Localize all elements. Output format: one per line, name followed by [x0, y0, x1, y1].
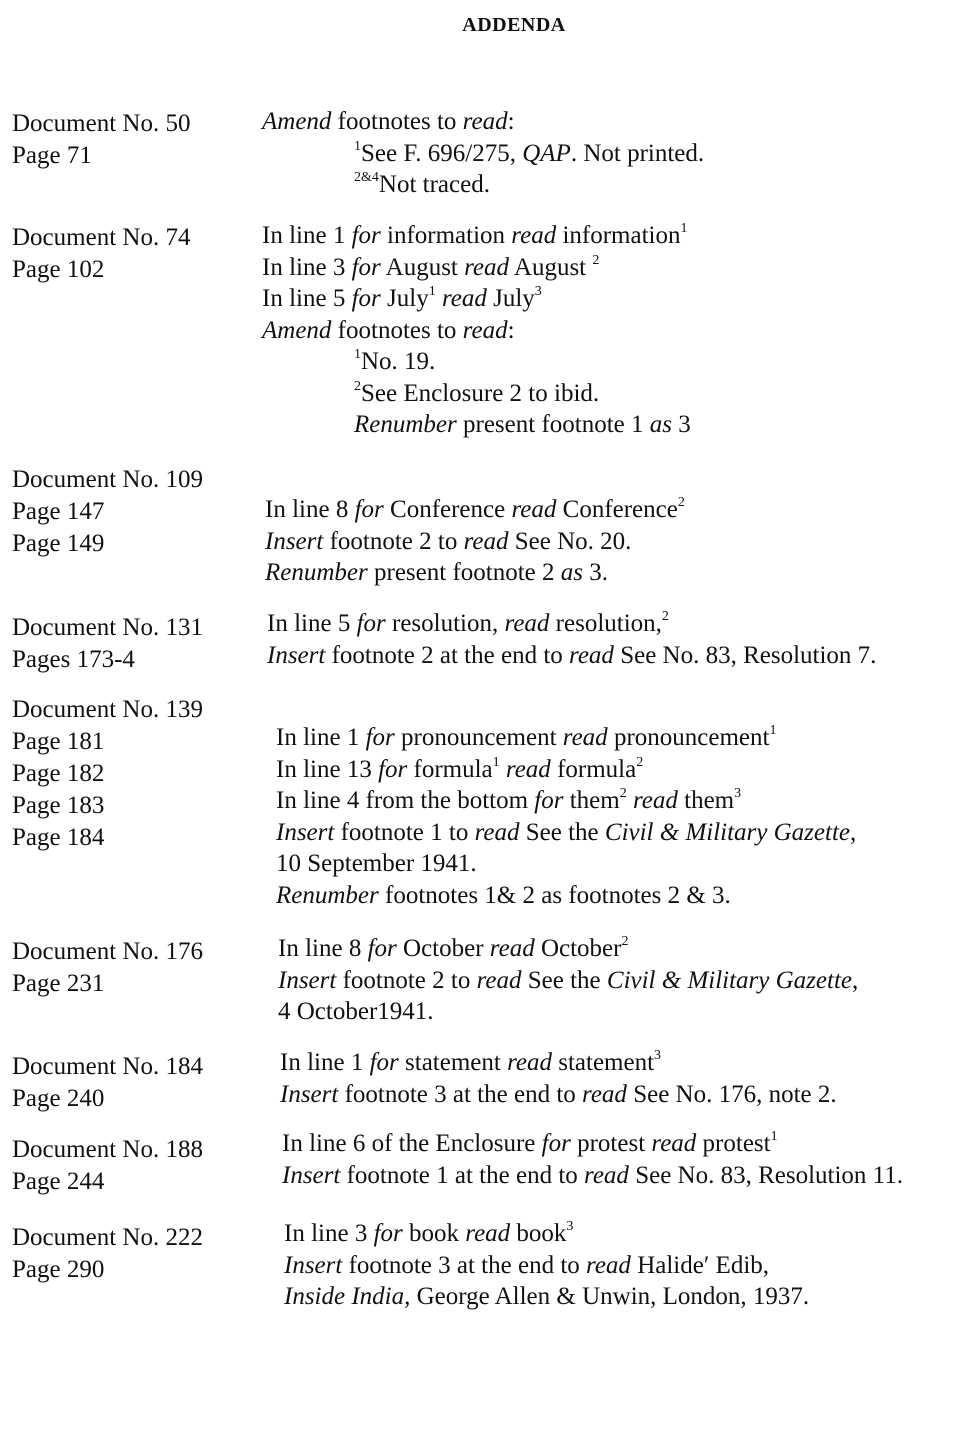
text-run: footnotes 1& 2 as footnotes 2 & 3.	[378, 881, 731, 909]
document-number: Document No. 176	[12, 938, 203, 965]
page-number: Page 182	[12, 760, 105, 787]
page-number: Page 231	[12, 970, 105, 997]
page-number: Page 181	[12, 728, 105, 755]
italic-text: for	[534, 787, 564, 814]
text-run: In line 13	[276, 755, 379, 783]
correction-line	[276, 848, 968, 880]
italic-text: Renumber	[276, 881, 379, 909]
italic-text: read	[465, 1220, 511, 1247]
correction-line	[265, 557, 965, 589]
document-reference	[12, 694, 262, 854]
text-run: In line 1	[280, 1049, 370, 1076]
italic-text: read	[511, 222, 557, 249]
page-number: Page 147	[12, 498, 105, 525]
correction-line	[267, 608, 967, 640]
text-run: In line 6 of the Enclosure	[282, 1130, 542, 1157]
footnote-marker: 3	[734, 786, 742, 801]
correction-line	[265, 526, 965, 558]
correction-line	[262, 283, 962, 315]
text-run: In line 1	[262, 222, 352, 249]
correction-line	[276, 785, 968, 817]
italic-text: Insert	[278, 966, 337, 994]
italic-text: for	[351, 253, 381, 281]
italic-text: for	[373, 1220, 403, 1247]
footnote-marker: 3	[534, 284, 542, 299]
correction-line	[278, 965, 968, 997]
italic-text: read	[504, 610, 550, 637]
correction-line	[265, 494, 965, 526]
text-run: George Allen & Unwin, London, 1937.	[410, 1283, 810, 1310]
footnote-line	[262, 378, 962, 410]
text-run: August	[509, 253, 593, 281]
italic-text: as	[560, 559, 583, 586]
document-number: Document No. 109	[12, 466, 203, 493]
correction-block	[262, 106, 962, 201]
text-run: August	[380, 253, 465, 281]
text-run: Not traced.	[378, 171, 490, 198]
italic-text: read	[569, 641, 614, 669]
text-run: footnote 2 at the end to	[325, 641, 570, 669]
italic-text: read	[464, 253, 510, 281]
italic-text: Renumber	[354, 411, 457, 438]
italic-text: read	[441, 285, 487, 312]
italic-text: read	[511, 496, 557, 523]
text-run: them	[563, 787, 620, 814]
footnote-marker: 2	[592, 252, 600, 268]
italic-text: Inside India,	[284, 1283, 411, 1310]
text-run: pronouncement	[394, 724, 563, 751]
italic-text: Insert	[276, 818, 335, 846]
italic-text: Renumber	[265, 559, 368, 586]
text-run: October	[396, 935, 490, 962]
text-run: ,	[850, 818, 857, 846]
text-run: In line 3	[284, 1220, 374, 1247]
correction-line	[278, 996, 968, 1028]
text-run: No. 19.	[361, 348, 436, 375]
italic-text: read	[462, 316, 508, 344]
document-reference	[12, 464, 262, 560]
correction-block	[282, 1128, 968, 1191]
correction-line	[276, 722, 968, 754]
footnote-marker: 2	[636, 754, 644, 770]
correction-line	[262, 252, 962, 284]
text-run: Halide′ Edib,	[630, 1251, 770, 1279]
text-run: present footnote 1	[456, 411, 650, 438]
text-run: footnotes to	[331, 108, 463, 135]
text-run: See No. 20.	[508, 527, 632, 555]
correction-line	[267, 640, 967, 672]
text-run: In line 8	[278, 935, 368, 962]
document-number: Document No. 184	[12, 1053, 203, 1080]
text-run: formula	[407, 755, 493, 783]
correction-line	[280, 1079, 968, 1111]
correction-line	[282, 1160, 968, 1192]
text-run: In line 3	[262, 253, 352, 281]
italic-text: read	[632, 787, 678, 814]
footnote-line	[262, 409, 962, 441]
page-number: Page 102	[12, 256, 105, 283]
italic-text: for	[367, 935, 397, 962]
text-run: protest	[570, 1130, 652, 1157]
page-number: Page 183	[12, 792, 105, 819]
footnote-line	[262, 138, 962, 170]
page-number: Page 184	[12, 824, 105, 851]
correction-line	[278, 933, 968, 965]
text-run: 3.	[583, 559, 608, 586]
footnote-marker: 1	[680, 221, 688, 236]
text-run: See the	[519, 818, 605, 846]
page-number: Page 149	[12, 530, 105, 557]
document-number: Document No. 222	[12, 1224, 203, 1251]
text-run: In line 1	[276, 724, 366, 751]
document-number: Document No. 188	[12, 1136, 203, 1163]
footnote-marker: 2	[619, 786, 627, 801]
footnote-marker: 3	[566, 1219, 574, 1234]
text-run: See Enclosure 2 to ibid.	[361, 379, 600, 407]
correction-line	[280, 1047, 968, 1079]
correction-block	[267, 608, 967, 671]
text-run: . Not printed.	[570, 139, 705, 167]
italic-text: Civil & Military Gazette	[604, 818, 850, 846]
text-run: July	[486, 285, 535, 312]
text-run: :	[507, 108, 515, 135]
text-run: footnote 1 to	[334, 818, 475, 846]
document-number: Document No. 74	[12, 224, 191, 251]
text-run: 3	[672, 411, 691, 438]
text-run: footnotes to	[331, 316, 463, 344]
footnote-marker: 2	[677, 495, 685, 510]
correction-line	[284, 1281, 968, 1313]
text-run: See No. 176, note 2.	[626, 1080, 837, 1108]
italic-text: Insert	[284, 1251, 343, 1279]
text-run: footnote 3 at the end to	[342, 1251, 587, 1279]
text-run: See the	[521, 966, 607, 994]
correction-line	[262, 315, 962, 347]
correction-block	[265, 494, 965, 589]
text-run: In line 4 from the bottom	[276, 787, 535, 814]
correction-line	[282, 1128, 968, 1160]
page-title: ADDENDA	[462, 14, 566, 36]
footnote-line	[262, 346, 962, 378]
text-run: 10 September 1941.	[276, 850, 477, 877]
footnote-marker: 1	[769, 723, 777, 738]
italic-text: read	[586, 1251, 631, 1279]
text-run: footnote 3 at the end to	[338, 1080, 583, 1108]
italic-text: read	[505, 755, 551, 783]
text-run: statement	[551, 1049, 655, 1076]
footnote-marker: 2&4	[354, 170, 379, 185]
italic-text: read	[582, 1080, 627, 1108]
text-run: book	[402, 1220, 466, 1247]
text-run: Conference	[383, 496, 512, 523]
italic-text: for	[356, 610, 386, 637]
text-run: information	[556, 222, 681, 249]
footnote-marker: 2	[661, 609, 669, 624]
text-run: In line 5	[262, 285, 352, 312]
text-run: pronouncement	[607, 724, 770, 751]
footnote-marker: 1	[492, 754, 500, 770]
page-number: Page 290	[12, 1256, 105, 1283]
italic-text: for	[365, 724, 395, 751]
page-number: Pages 173-4	[12, 646, 135, 673]
italic-text: read	[489, 935, 535, 962]
correction-line	[276, 880, 968, 912]
footnote-marker: 1	[354, 138, 361, 154]
correction-line	[262, 106, 962, 138]
correction-block	[262, 220, 962, 441]
italic-text: Civil & Military Gazette	[606, 966, 852, 994]
italic-text: read	[462, 108, 508, 135]
italic-text: for	[541, 1130, 571, 1157]
footnote-marker: 1	[428, 284, 436, 299]
correction-line	[284, 1250, 968, 1282]
text-run: book	[510, 1220, 567, 1247]
text-run: statement	[398, 1049, 508, 1076]
text-run: In line 8	[265, 496, 355, 523]
footnote-marker: 1	[770, 1129, 778, 1144]
correction-block	[278, 933, 968, 1028]
correction-line	[284, 1218, 968, 1250]
correction-line	[276, 817, 968, 849]
text-run: resolution,	[549, 610, 662, 637]
correction-line	[262, 220, 962, 252]
correction-line	[276, 754, 968, 786]
italic-text: read	[476, 966, 522, 994]
footnote-marker: 3	[654, 1048, 662, 1063]
italic-text: for	[369, 1049, 399, 1076]
italic-text: Insert	[265, 527, 324, 555]
italic-text: read	[651, 1130, 697, 1157]
text-run: footnote 1 at the end to	[340, 1161, 585, 1189]
document-reference	[12, 1051, 262, 1115]
document-reference	[12, 108, 262, 172]
text-run: ,	[852, 966, 859, 994]
document-number: Document No. 131	[12, 614, 203, 641]
italic-text: as	[649, 411, 672, 438]
footnote-line	[262, 169, 962, 201]
italic-text: Insert	[267, 641, 326, 669]
text-run: July	[380, 285, 429, 312]
text-run: protest	[696, 1130, 771, 1157]
italic-text: read	[507, 1049, 552, 1076]
correction-block	[276, 722, 968, 911]
italic-text: Insert	[280, 1080, 339, 1108]
footnote-marker: 2	[354, 378, 361, 394]
text-run: resolution,	[385, 610, 505, 637]
page-number: Page 71	[12, 142, 92, 169]
text-run: :	[507, 316, 515, 344]
correction-block	[284, 1218, 968, 1313]
text-run: 4 October1941.	[278, 998, 434, 1025]
italic-text: for	[351, 222, 381, 249]
document-reference	[12, 1222, 262, 1286]
document-number: Document No. 50	[12, 110, 191, 137]
text-run: footnote 2 to	[323, 527, 464, 555]
italic-text: Insert	[282, 1161, 341, 1189]
italic-text: read	[463, 527, 509, 555]
footnote-marker: 2	[621, 934, 629, 949]
document-reference	[12, 936, 262, 1000]
text-run: footnote 2 to	[336, 966, 477, 994]
page-number: Page 240	[12, 1085, 105, 1112]
text-run: See No. 83, Resolution 7.	[613, 641, 877, 669]
document-reference	[12, 1134, 262, 1198]
italic-text: read	[584, 1161, 629, 1189]
document-reference	[12, 612, 262, 676]
text-run: Conference	[556, 496, 678, 523]
italic-text: for	[351, 285, 381, 312]
text-run: In line 5	[267, 610, 357, 637]
document-reference	[12, 222, 262, 286]
page-number: Page 244	[12, 1168, 105, 1195]
italic-text: read	[562, 724, 608, 751]
text-run: them	[677, 787, 735, 814]
italic-text: read	[474, 818, 520, 846]
italic-text: for	[378, 755, 408, 783]
italic-text: Amend	[262, 316, 332, 344]
footnote-marker: 1	[354, 347, 361, 362]
document-number: Document No. 139	[12, 696, 203, 723]
italic-text: QAP	[522, 139, 571, 167]
text-run: information	[380, 222, 512, 249]
correction-block	[280, 1047, 968, 1110]
text-run: present footnote 2	[367, 559, 561, 586]
text-run: See F. 696/275,	[361, 139, 523, 167]
text-run: October	[534, 935, 622, 962]
italic-text: Amend	[262, 108, 332, 135]
italic-text: for	[354, 496, 384, 523]
text-run: See No. 83, Resolution 11.	[628, 1161, 903, 1189]
text-run: formula	[550, 755, 637, 783]
